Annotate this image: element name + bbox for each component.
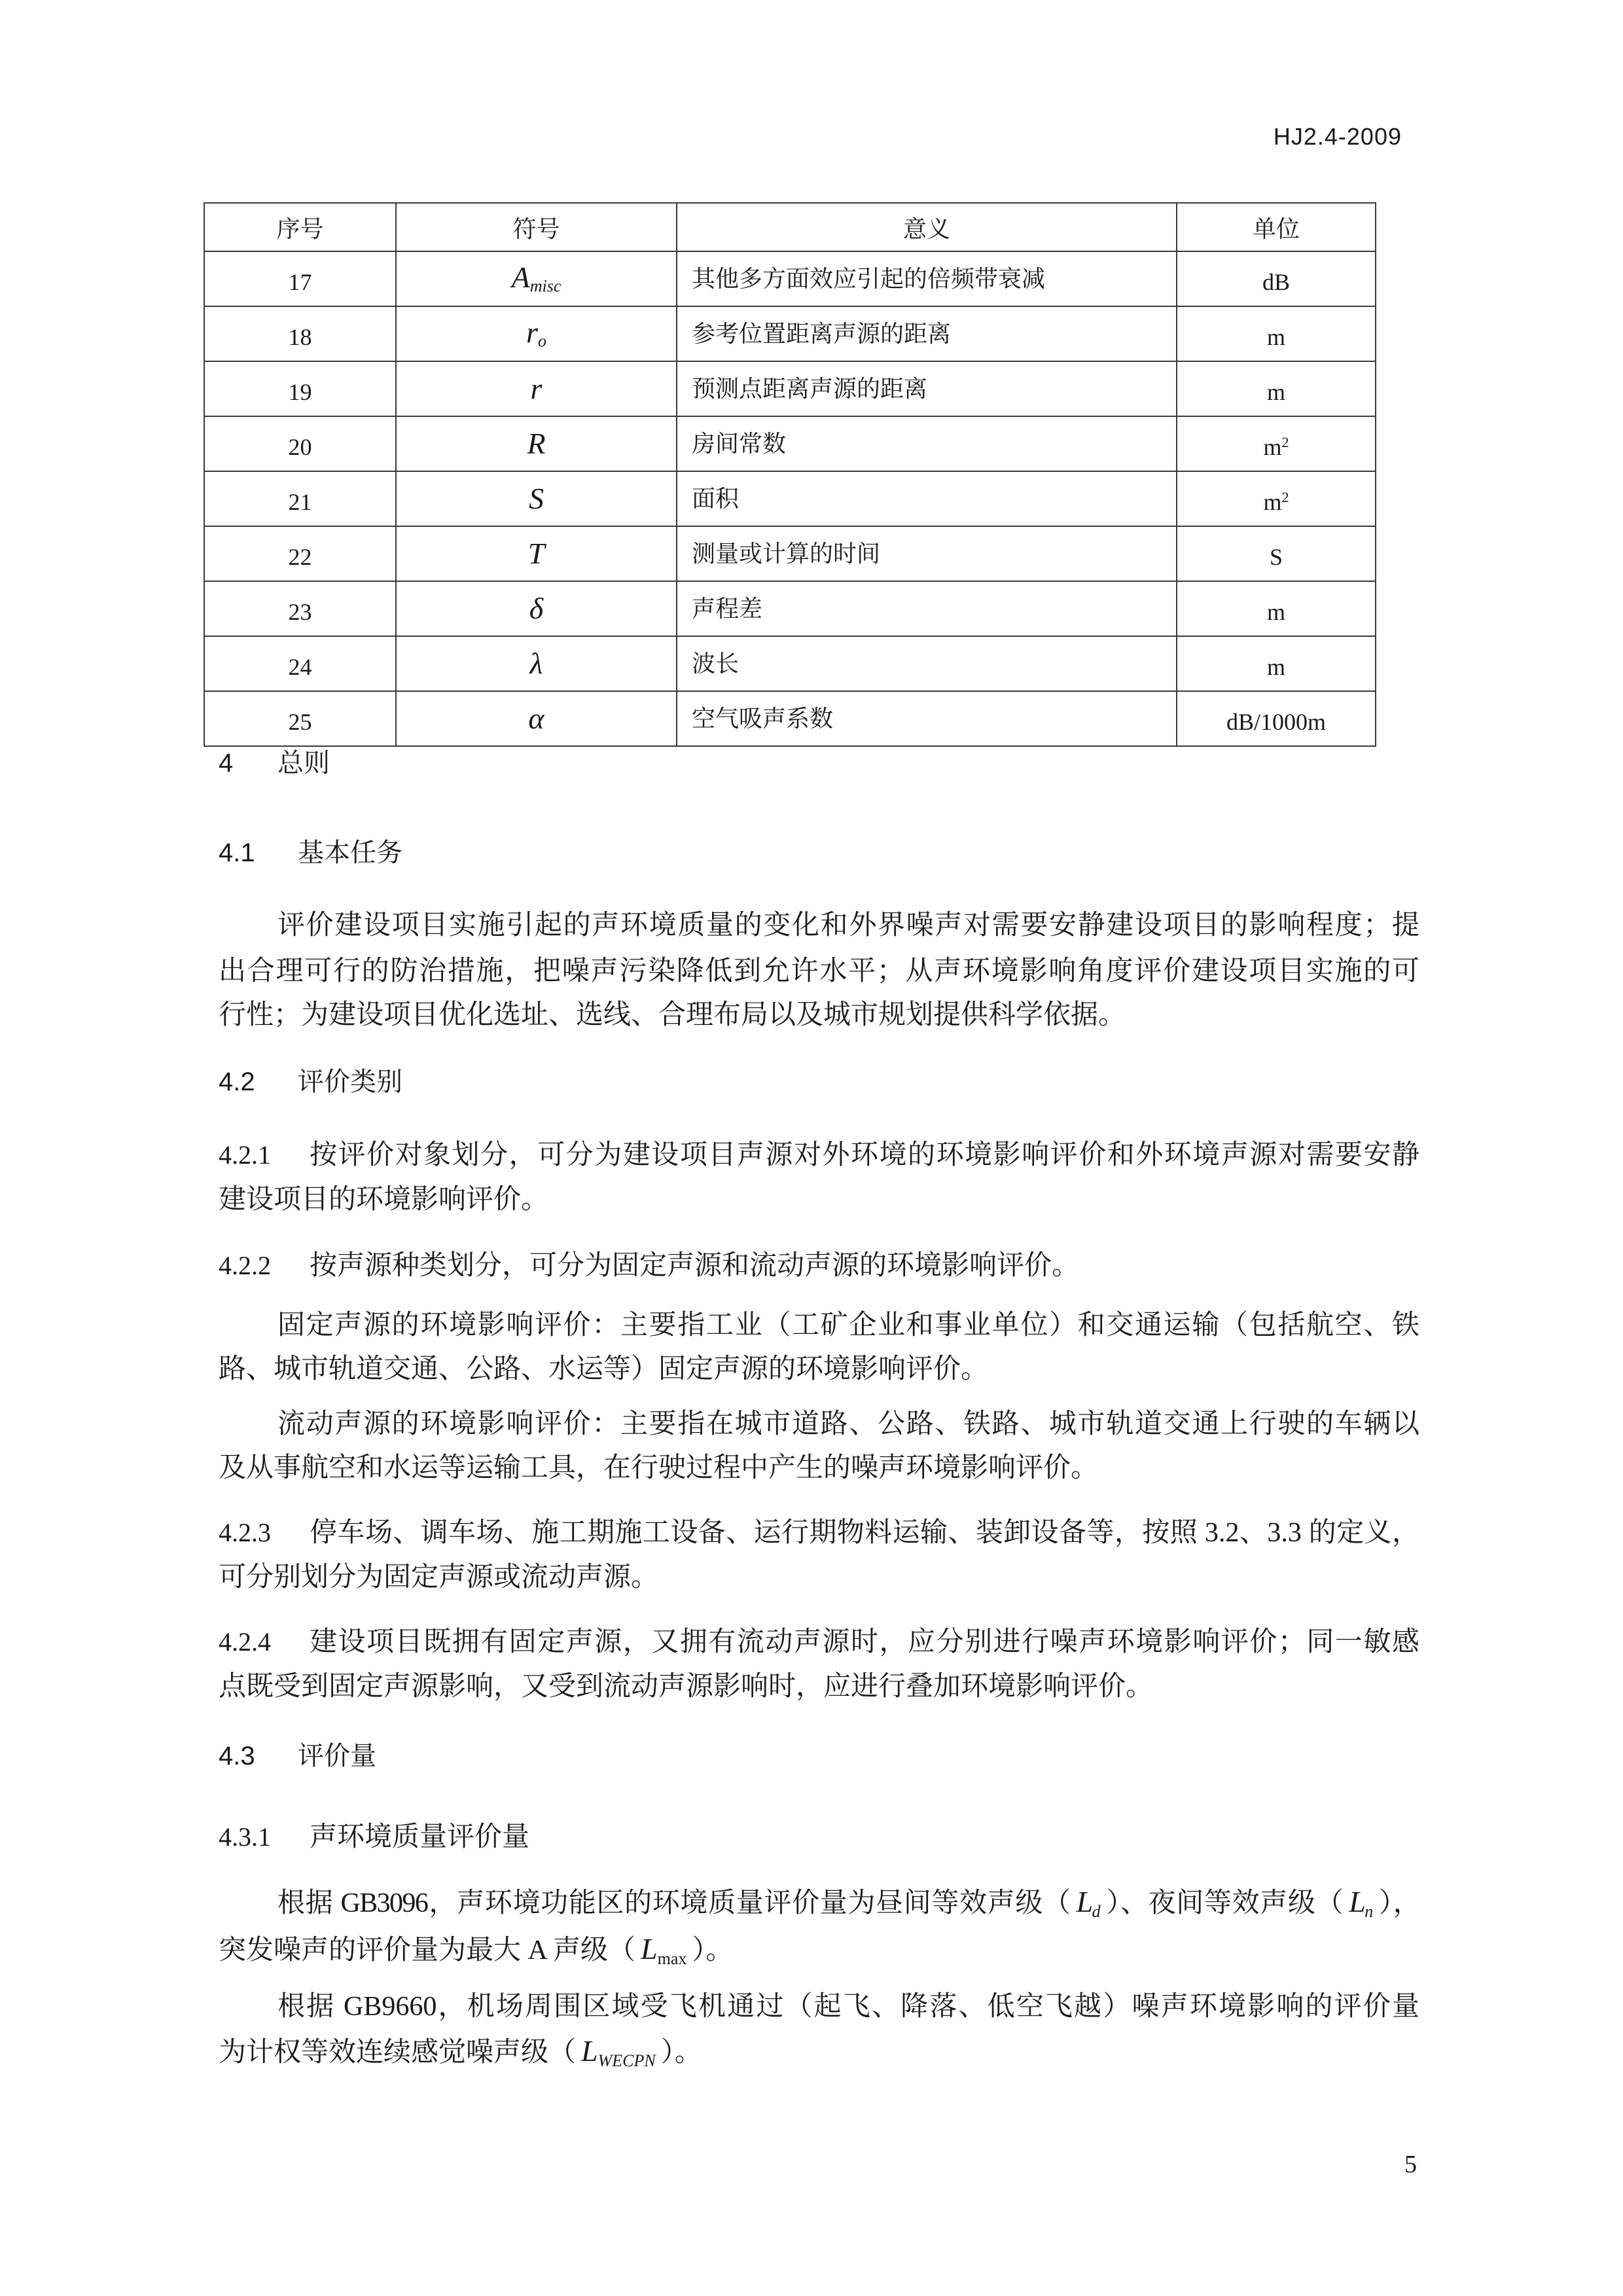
paragraph-line: 按声源种类划分，可分为固定声源和流动声源的环境影响评价。 [310, 1251, 1080, 1281]
meaning-cell: 测量或计算的时间 [677, 526, 1177, 581]
text-segment: 根据 GB3096，声环境功能区的环境质量评价量为昼间等效声级（ [277, 1888, 1071, 1918]
clause-number: 4.2.4 [219, 1627, 271, 1657]
symbol-base: r [526, 315, 538, 350]
paragraph-line: 行性；为建设项目优化选址、选线、合理布局以及城市规划提供科学依据。 [219, 1000, 1126, 1030]
math-subscript: d [1092, 1901, 1100, 1921]
column-header-number: 序号 [204, 203, 396, 251]
column-header-symbol: 符号 [396, 203, 677, 251]
math-symbol [1349, 1885, 1372, 1921]
symbol-cell [396, 416, 677, 471]
text-segment: ）、夜间等效声级（ [1105, 1888, 1344, 1918]
math-symbol [581, 2034, 656, 2068]
meaning-cell: 预测点距离声源的距离 [677, 361, 1177, 416]
symbol-cell [396, 691, 677, 746]
paragraph-line: 固定声源的环境影响评价：主要指工业（工矿企业和事业单位）和交通运输（包括航空、铁 [277, 1310, 1419, 1340]
unit-base: m [1263, 434, 1282, 460]
section-title: 评价量 [298, 1742, 376, 1770]
table-row [204, 691, 1376, 746]
symbol: R [527, 426, 546, 460]
symbol-subscript: misc [529, 276, 562, 296]
symbol-table [204, 202, 1376, 747]
math-symbol [1076, 1885, 1100, 1921]
symbol: α [528, 701, 544, 735]
section-number: 4.2 [219, 1067, 255, 1096]
document-code-header: HJ2.4-2009 [1273, 123, 1402, 150]
paragraph-line: 点既受到固定声源影响，又受到流动声源影响时，应进行叠加环境影响评价。 [219, 1672, 1154, 1702]
row-number: 22 [204, 526, 396, 581]
symbol [512, 260, 562, 294]
table-row [204, 581, 1376, 636]
math-subscript: n [1364, 1901, 1372, 1921]
paragraph-line: 路、城市轨道交通、公路、水运等）固定声源的环境影响评价。 [219, 1354, 989, 1384]
math-base: L [1349, 1885, 1365, 1918]
row-number: 18 [204, 306, 396, 361]
symbol-cell [396, 471, 677, 526]
clause-title: 声环境质量评价量 [310, 1822, 530, 1852]
row-number: 21 [204, 471, 396, 526]
row-number: 17 [204, 251, 396, 306]
text-segment: 突发噪声的评价量为最大 A 声级（ [219, 1935, 636, 1965]
meaning-cell: 波长 [677, 636, 1177, 691]
paragraph-line: 停车场、调车场、施工期施工设备、运行期物料运输、装卸设备等，按照 3.2、3.3 的定义， [310, 1518, 1419, 1548]
symbol: λ [529, 646, 543, 680]
symbol-cell [396, 361, 677, 416]
symbol-cell [396, 526, 677, 581]
table-header-row [204, 203, 1376, 251]
paragraph-line [277, 1884, 1419, 1923]
text-segment: 为计权等效连续感觉噪声级（ [219, 2037, 577, 2068]
row-number: 20 [204, 416, 396, 471]
table-row [204, 251, 1376, 306]
table-row [204, 416, 1376, 471]
clause-number: 4.2.3 [219, 1518, 271, 1547]
unit-cell: m [1177, 581, 1376, 636]
unit-cell: dB [1177, 251, 1376, 306]
symbol-cell [396, 636, 677, 691]
section-number: 4.1 [219, 838, 255, 867]
text-segment: ）， [1377, 1888, 1419, 1918]
text-segment: ）。 [660, 2037, 702, 2068]
row-number: 23 [204, 581, 396, 636]
meaning-cell: 房间常数 [677, 416, 1177, 471]
unit-cell [1177, 471, 1376, 526]
meaning-cell: 参考位置距离声源的距离 [677, 306, 1177, 361]
clause-number: 4.2.2 [219, 1251, 271, 1280]
section-title: 总则 [277, 749, 330, 778]
unit [1263, 434, 1289, 460]
section-title: 基本任务 [298, 838, 402, 867]
math-base: L [641, 1932, 658, 1965]
symbol-cell [396, 306, 677, 361]
section-number: 4.3 [219, 1742, 255, 1770]
math-base: L [1076, 1885, 1092, 1918]
paragraph-line [219, 1931, 733, 1970]
table-row [204, 526, 1376, 581]
paragraph-line: 出合理可行的防治措施，把噪声污染降低到允许水平；从声环境影响角度评价建设项目实施的可 [219, 956, 1419, 986]
symbol [526, 315, 546, 349]
symbol-cell [396, 581, 677, 636]
unit-cell: m [1177, 636, 1376, 691]
clause-number: 4.2.1 [219, 1140, 271, 1170]
symbol-cell [396, 251, 677, 306]
symbol-base: A [511, 260, 530, 295]
clause-number: 4.3.1 [219, 1822, 271, 1852]
row-number: 25 [204, 691, 396, 746]
symbol: T [527, 536, 545, 570]
row-number: 24 [204, 636, 396, 691]
math-subscript: WECPN [597, 2051, 656, 2070]
paragraph-line [219, 2033, 702, 2072]
math-subscript: max [657, 1948, 687, 1968]
math-symbol [641, 1932, 687, 1968]
paragraph-line: 按评价对象划分，可分为建设项目声源对外环境的环境影响评价和外环境声源对需要安静 [310, 1140, 1419, 1170]
paragraph-line: 可分别划分为固定声源或流动声源。 [219, 1562, 659, 1592]
table-row [204, 306, 1376, 361]
table-row [204, 361, 1376, 416]
meaning-cell: 面积 [677, 471, 1177, 526]
unit-cell: dB/1000m [1177, 691, 1376, 746]
unit [1263, 489, 1289, 515]
paragraph-line: 流动声源的环境影响评价：主要指在城市道路、公路、铁路、城市轨道交通上行驶的车辆以 [277, 1409, 1419, 1439]
symbol: S [529, 481, 544, 515]
meaning-cell: 声程差 [677, 581, 1177, 636]
unit-cell [1177, 416, 1376, 471]
unit-cell: m [1177, 361, 1376, 416]
paragraph-line: 根据 GB9660，机场周围区域受飞机通过（起飞、降落、低空飞越）噪声环境影响的评价量 [277, 1992, 1419, 2022]
row-number: 19 [204, 361, 396, 416]
unit-superscript: 2 [1281, 488, 1289, 505]
table-row [204, 471, 1376, 526]
paragraph-line: 评价建设项目实施引起的声环境质量的变化和外界噪声对需要安静建设项目的影响程度；提 [277, 910, 1419, 941]
section-title: 评价类别 [298, 1067, 402, 1096]
unit-cell: m [1177, 306, 1376, 361]
text-segment: ）。 [692, 1935, 734, 1965]
unit-cell: S [1177, 526, 1376, 581]
symbol-subscript: o [537, 331, 546, 351]
page-number: 5 [1404, 2151, 1417, 2178]
symbol: δ [529, 591, 544, 625]
section-number: 4 [219, 749, 234, 778]
column-header-meaning: 意义 [677, 203, 1177, 251]
column-header-unit: 单位 [1177, 203, 1376, 251]
meaning-cell: 空气吸声系数 [677, 691, 1177, 746]
meaning-cell: 其他多方面效应引起的倍频带衰减 [677, 251, 1177, 306]
table-row [204, 636, 1376, 691]
paragraph-line: 及从事航空和水运等运输工具，在行驶过程中产生的噪声环境影响评价。 [219, 1453, 1099, 1483]
unit-base: m [1263, 489, 1282, 515]
paragraph-line: 建设项目的环境影响评价。 [219, 1185, 549, 1215]
paragraph-line: 建设项目既拥有固定声源，又拥有流动声源时，应分别进行噪声环境影响评价；同一敏感 [310, 1627, 1419, 1657]
math-base: L [581, 2034, 598, 2068]
unit-superscript: 2 [1281, 433, 1289, 450]
symbol: r [530, 371, 543, 405]
